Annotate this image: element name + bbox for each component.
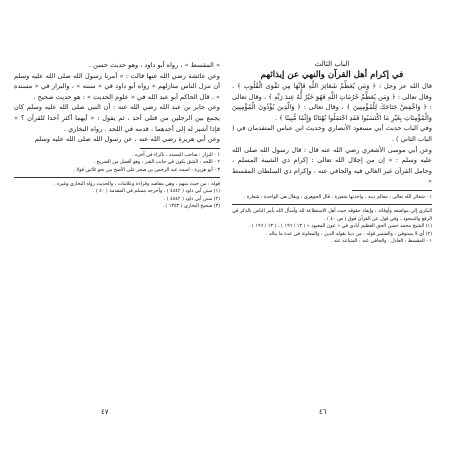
footnote: البكري إلى مواضعه وأوقاته ، وإيفاد حقوقه حيث أهل الاستطاعة لله وأسأل الله بأمر الناس بالذكر في الرفع والسجود ، وفي قول عن القرآن فوق ( ص ٤٠ ) . [232, 209, 432, 222]
footnote-divider [14, 177, 220, 178]
footnote: قوله : من حيث منهم ، وهي مقاصد وقراءة وعلامات ، والحديث رواه البخاري وغيره . [53, 181, 220, 187]
footnote: ١ - المقسط : العادل . والجافي عنه : المتباعد عنه . [330, 238, 432, 244]
footnote-divider [352, 190, 432, 191]
footnote: (٢) سنن أبي داود ( ٤٨٤٢ ) . [163, 196, 220, 202]
footnote: (١) سنن أبي داود ( ٤٨٤٢ ) ، وأخرجه مسلم في المقدمة ( ٤٠ ) . [92, 189, 220, 195]
paragraph: وعن عائشة رضي الله عنها قالت : « أمرنا رسول الله صلى الله عليه وسلم أن ننزل الناس منازلهم » رواه أبو داود في « سننه » ، والبزار في « مسنده » . قال الحاكم أبو عبد الله في « علوم الحديث » : هو حديث صحيح . [14, 71, 220, 101]
footnote: ١ - البزار : صاحب المسند ، بالراء في آخره . [132, 152, 220, 158]
footnote-divider [232, 204, 432, 205]
chapter-heading [232, 60, 432, 81]
chapter-label: الباب الثالث [314, 60, 350, 68]
footnote: (٣) صحيح البخاري ( ١٣٤٣ ) . [162, 204, 220, 210]
footnote: (٢) أي لا يستوفي ، والضمير قوله : من دينا بقوله الدين ، والمعاونة في عدة ما يناله . [265, 231, 432, 237]
footnote: ٢ - اللحد : الشق يكون في جانب القبر ، وهو أفضل من الضريح . [93, 160, 220, 166]
page-number: ٤٧ [101, 408, 109, 416]
paragraph: قال الله عز وجل : ﴿ وَمَن يُعَظِّمْ شَعَائِرَ اللَّهِ فَإِنَّهَا مِن تَقْوَى الْقُلُوبِ ﴾ ، وقال تعالى : ﴿ وَمَن يُعَظِّمْ حُرُمَاتِ اللَّهِ فَهُوَ خَيْرٌ لَّهُ عِندَ رَبِّهِ ﴾ ، وقال تعالى : ﴿ وَاخْفِضْ جَنَاحَكَ لِلْمُؤْمِنِينَ ﴾ ، وقال تعالى : ﴿ وَالَّذِينَ يُؤْذُونَ الْمُؤْمِنِينَ وَالْمُؤْمِنَاتِ بِغَيْرِ مَا اكْتَسَبُوا فَقَدِ احْتَمَلُوا بُهْتَانًا وَإِثْمًا مُّبِينًا ﴾ . [232, 82, 432, 122]
paragraph: وفي الباب حديث أبي مسعود الأنصاري وحديث ابن عباس المتقدمان في ( الباب الثاني ) . [232, 124, 432, 143]
paragraph: وعن جابر بن عبد الله رضي الله عنه : أن النبي صلى الله عليه وسلم كان يجمع بين الرجلين من قتلى أحد ، ثم يقول : « أيهما أكثر أخذا للقرآن ؟ » فإذا أشير له إلى أحدهما ، قدمه في اللحد . رواه البخاري . [14, 103, 220, 133]
footnote: (١) الشيخ محمد حسن الحق العظيم آبادي في « عون المعبود » ( ١٣ / ١٩٦ ) ، ( ١٣ / ١٩٦ ) . [248, 224, 432, 230]
footnote: ٣ - أبو هريرة : اسمه عبد الرحمن بن صخر على الأصح من نحو ثلاثين قولا . [73, 167, 220, 173]
paragraph: « المقسط » ، رواه أبو داود ، وهو حديث حسن . [88, 61, 220, 69]
footnote: ١ - شعائر الله تعالى : معالم دينه ، واحدتها شعيرة . قال الجوهري : ويقال هي الواحدة : شعارة . [243, 194, 432, 200]
left-page [14, 60, 220, 390]
chapter-title: في إكرام أهل القرآن والنهي عن إيذائهم [260, 70, 404, 80]
page-number: ٤٦ [319, 408, 327, 416]
right-page [232, 60, 432, 390]
paragraph: وعن أبي موسى الأشعري رضي الله عنه قال : قال رسول الله صلى الله عليه وسلم : « إن من إجلال الله تعالى : إكرام ذي الشيبة المسلم ، وحامل القرآن غير الغالي فيه والجافي عنه ، وإكرام ذي السلطان المقسط » [232, 145, 432, 186]
footnote-divider [140, 148, 220, 149]
paragraph: وعن أبي هريرة رضي الله عنه ، عن رسول الله صلى الله عليه وسلم [34, 135, 220, 144]
